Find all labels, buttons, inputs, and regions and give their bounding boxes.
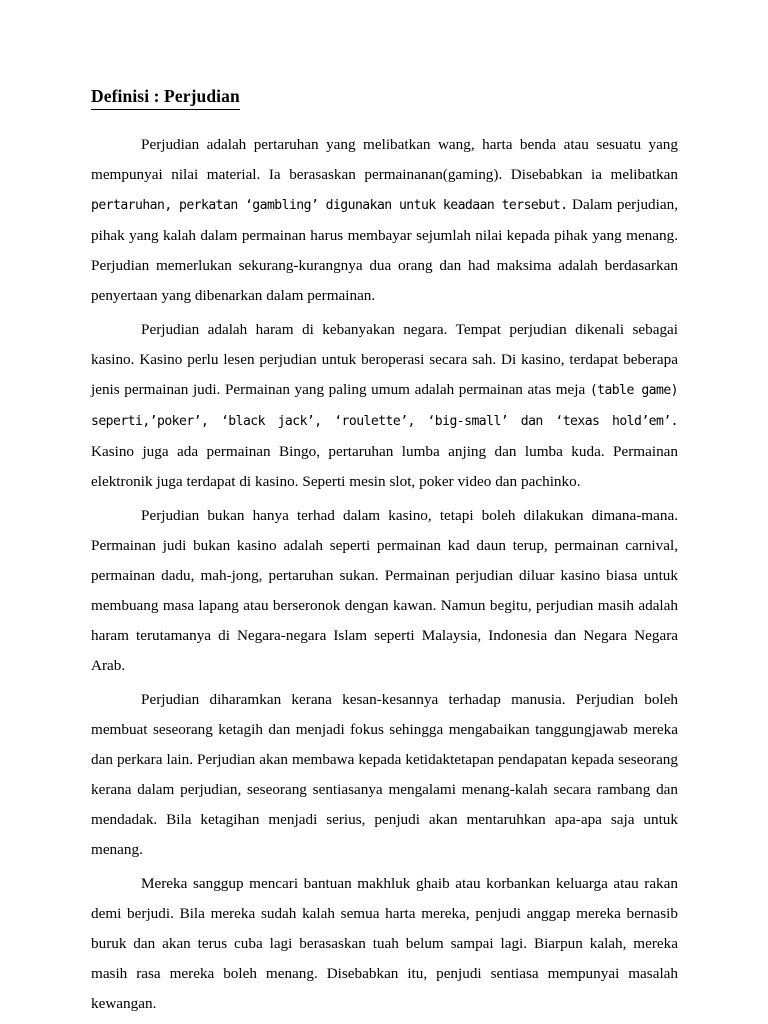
paragraph-run: Perjudian bukan hanya terhad dalam kasino, tetapi boleh dilakukan dimana-mana. Permainan judi bukan kasino adalah seperti permainan kad daun terup, permainan carnival, permainan dadu, mah-jong, pertaruhan sukan. Permainan perjudian diluar kasino biasa untuk membuang masa lapang atau berseronok dengan kawan. Namun begitu, perjudian masih adalah haram terutamanya di Negara-negara Islam seperti Malaysia, Indonesia dan Negara Negara Arab. <box>91 506 678 674</box>
paragraph <box>91 315 678 497</box>
paragraph <box>91 869 678 1019</box>
paragraph <box>91 130 678 311</box>
paragraph-run: Kasino juga ada permainan Bingo, pertaruhan lumba anjing dan lumba kuda. Permainan elektronik juga terdapat di kasino. Seperti mesin slot, poker video dan pachinko. <box>91 442 678 490</box>
page-title: Definisi : Perjudian <box>91 86 240 110</box>
paragraph-run: Dalam perjudian, pihak yang kalah dalam permainan harus membayar sejumlah nilai kepada pihak yang menang. Perjudian memerlukan sekurang-kurangnya dua orang dan had maksima adalah berdasarkan penyertaan yang dibenarkan dalam permainan. <box>91 195 678 304</box>
paragraph-run: Perjudian adalah haram di kebanyakan negara. Tempat perjudian dikenali sebagai kasino. Kasino perlu lesen perjudian untuk beroperasi secara sah. Di kasino, terdapat beberapa jenis permainan judi. Permainan yang paling umum adalah permainan atas meja <box>91 320 678 398</box>
paragraph-run: Perjudian diharamkan kerana kesan-kesannya terhadap manusia. Perjudian boleh membuat seseorang ketagih dan menjadi fokus sehingga mengabaikan tanggungjawab mereka dan perkara lain. Perjudian akan membawa kepada ketidaktetapan pendapatan kepada seseorang kerana dalam perjudian, seseorang sentiasanya mengalami menang-kalah secara rambang dan mendadak. Bila ketagihan menjadi serius, penjudi akan mentaruhkan apa-apa saja untuk menang. <box>91 690 678 858</box>
paragraph-run: Perjudian adalah pertaruhan yang melibatkan wang, harta benda atau sesuatu yang mempunyai nilai material. Ia berasaskan permainanan(gaming). Disebabkan ia melibatkan <box>91 135 678 183</box>
paragraph-run: pertaruhan, perkatan ‘gambling’ digunakan untuk keadaan tersebut. <box>91 197 568 213</box>
document-body <box>91 86 678 1019</box>
paragraph <box>91 501 678 681</box>
paragraph-run: Mereka sanggup mencari bantuan makhluk ghaib atau korbankan keluarga atau rakan demi berjudi. Bila mereka sudah kalah semua harta mereka, penjudi anggap mereka bernasib buruk dan akan terus cuba lagi berasaskan tuah belum sampai lagi. Biarpun kalah, mereka masih rasa mereka boleh menang. Disebabkan itu, penjudi sentiasa mempunyai masalah kewangan. <box>91 874 678 1012</box>
paragraph-run: (table game) seperti,’poker’, ‘black jack’, ‘roulette’, ‘big-small’ dan ‘texas hold’em’. <box>91 382 679 429</box>
paragraph <box>91 685 678 865</box>
